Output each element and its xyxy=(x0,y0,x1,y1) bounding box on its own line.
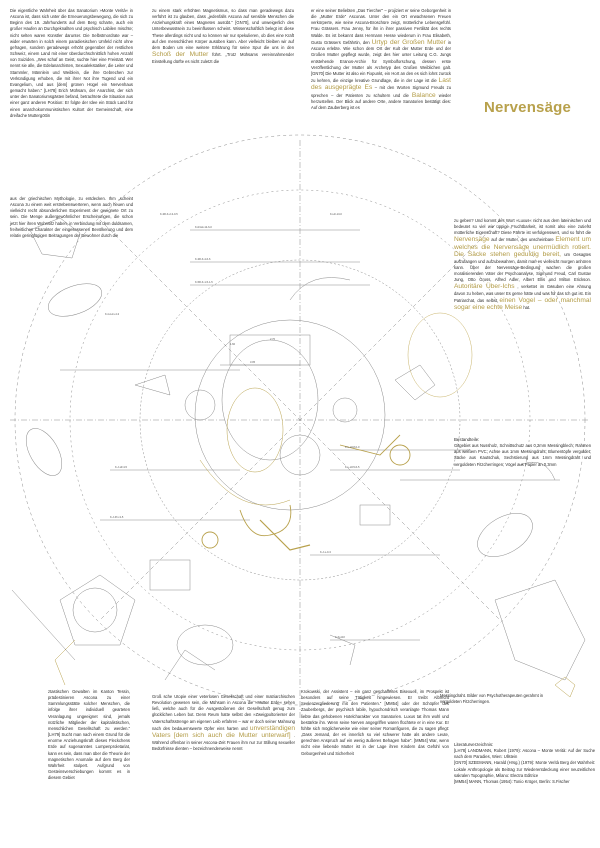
column-3-highlight-3: Balance xyxy=(411,91,436,99)
column-3-highlight: Urtyp der Großen Mutter xyxy=(371,38,446,46)
column-4-highlight: Nervensäge xyxy=(454,236,490,244)
dim-label-10: K-J-Hf-4-5 xyxy=(115,466,127,469)
dim-label-2: K-3R-K-4-6-6 xyxy=(195,258,211,261)
dim-label-6: K-L-Hf-8-0-0 xyxy=(345,446,360,449)
dim-label-1: K-R-Hk-12-6-0 xyxy=(195,226,212,229)
column-3b-text: in Ascona erlebte. Wie schon dem Ort der Kult der Mutter Erde und der Großen Mutter gepflegt wurde, zeigt des hier unter Leitung C.G. Jungs entstehende Eranos-Archiv für Symbolforschung, dessen erste Veröffentlichung der Mutter als Archetyp des Großen Weiblichen galt. [GN70] Die Mutter ist also ein Fixpunkt, ein Hort an den es sich lohnt zurück zu kehren, die einzige kreative Grundlage, die in der Lage ist die xyxy=(311,39,452,83)
dim-label-9: K-J-Pm-3-5 xyxy=(110,516,124,519)
text-column-7 xyxy=(152,694,295,752)
materials-section xyxy=(454,437,591,468)
bibliography-text: [LH78] LANDMANN, Robert (1979): Ascona – Monte Verità: Auf der Suche nach dem Paradies, Wien: Ullstein [GN70] SZEEMANN, Harald (Hrsg.) (1979): Monte Verità Berg der Wahrheit: Lokale Anthropologie als Beitrag zur Wiederentdeckung einer neuzeitlichen sakralen Topographie, Milano: Electra Editrice [MM54] MANN, Thomas (1954): Tonio Kröger, Berlin: S.Fischer xyxy=(454,748,595,784)
materials-text: Gitgebiet aus Nussholz, Schnittschutz aus 0,2mm Messingblech; Rahmen aus weißem PVC; Achse aus 1mm Messingdraht; Blumentöpfe vergoldet; Säcke aus Kautschuk, Sechstierung aus 1mm Messingdraht und vergoldeten Fitzcherringen; Vögel aus Papier an 0,3mm xyxy=(454,443,591,467)
column-4-highlight-2: Element um welches die Nervensäge unermüdlich rotiert. xyxy=(454,236,591,251)
column-7-highlight: unverständigen Vaters xyxy=(152,724,295,740)
text-column-8 xyxy=(301,689,449,757)
column-2-highlight: Schoß der Mutter xyxy=(152,51,209,59)
caption-text xyxy=(440,693,546,705)
column-3-text: er eine seiner Beliebten „Das Tiercher“ – projiziert er seine Geborgenheit in die „Mutter Erde“ Asconas. Unter den ein Ort erwachsenen Freuen verkörperte, wie seine Ascona-Broschüre zeigt, mütterliche Lebensgefühl. Frau Grässers. Frau Jenny, für ihn in ihrer passiven Fertilität des rechts Walde. Es ist bekannt dass Hermann Hesse wiederum in Frau Elisabeth, Gusto Grässers Gefährtin, den xyxy=(311,8,451,45)
column-2-text: zu einem stark erhöhten Magnetismus, so dass man geradewegs dazu verführt ist zu glauben, dass „jedenfalls Ascona auf sensible Menschen die Anziehungskraft eines Magnetes ausübt.“ [GN70], und unweigerlich des Unterbewusstsein zu beeinflussen scheint. Wissenschaftlich belegt ist diese These allerdings nicht und so können wir nur spekulieren, ob dies eine Kraft auf den menschlichen Körper ausüben kann. Aber vielleicht bleiben wir auf dem Boden um eine weitere Erklärung für seine Spur die uns in den xyxy=(152,8,294,50)
column-4-text: zu geben? Und kommt des Wort »Luxus« nicht aus dem lateinischen und bedeutet so viel wie üppige Fruchtbarkeit, ist somit also eine zutiefst mütterliche Eigenschaft? Diese Fährte ist verfolgenswert, und so führt die xyxy=(454,218,591,236)
column-7-text: Groß sche Utopie einer veterlosen Gesellschaft und einer matriarchischen Revolution gewesen sein, die Mühsam in Ascona die »Mutter Erde« sehen ließ, welche auch für die Ausgestoßenen der Gesellschaft genug zum glücklichen Leben bot. Denn Reum hatte selbst den »Zweigpoltorienter der Vaterschaftsstrenge am eigenen Leib erfahren – war er doch seiner Mahnung nach des bedauernswerte Opfer eins harten und xyxy=(152,694,295,731)
column-3c-text: – mit den Worten Sigmund Freuds zu sprechen – der Patienten zu schultern und die xyxy=(311,85,451,98)
column-4b-text: auf der Mutter, des unscheinbare xyxy=(491,237,554,243)
column-3d-text: wieder herzustellen. Der Blick auf andere Orte, andere Sanatorien bestätigt dies: Auf dem Zauberberg ist es xyxy=(311,92,451,111)
dim-label-7: K-L-Hf-5-6-5 xyxy=(345,466,360,469)
caption-paragraph: Messingdraht. Bilder von Psychotherapeuten gerahmt in vergoldeten Fitzcherringen. xyxy=(440,693,544,705)
column-1-text: Die eigentliche Wahrheit über das Sanatorium »Monte Verità« in Ascona ist, dass sich unter die Erneuerungsbewegung, die sich zu Beginn des 19. Jahrhunderts auf dem Berg scharte, auch ein großer Haufen an Durchgeknallten und psychisch Labilen mischte; nicht selten waren Künstler darunter. Die Selbstmordrate war – wider erwarten in solch einem paradiesischen Umfeld nicht ohne gefragen, sondern geradewegs erhöht gegenüber der restlichen Schweiz, einem Land mit einer überdurchschnittlich hohen Anzahl von Suiziden. „Wes schaf an Geist, suchte hier eine Freistatt. Wer nennt sie alle, die Edelanarchisten, Sexualekstatiker, die Leiter und Stammler, Männlein und Weiblein, die ihre Gebrechen zur Verkündigung erhoben, die mit ihrer Not ihre Tugend und ein Evangelium, und aus [dem] grünen Hügel ein Nervenhaus gemacht haben.“ [LH78] Erich Mühsam, der Anarchist, der sich unter den Sanatoriumsgästen befand, betrachtete die Situation aus einer ganz anderen Position: Er folgte der Idee ein Stück Land für einen anarchokommunistischen Kultort der Gemeinschaft, eine dreifache Muttergöttin xyxy=(10,8,133,118)
column-7b-text: . Während offenbar in seiner Ascona-Zeit Frauen ihm nur zur Stillung sexueller Bedürfnisse dienten – bezeichnenderweise nennt xyxy=(152,733,295,751)
column-6-text: ztastischen Gewalten im Kanton Tessin, prädestinieren Ascona zu einer Sammlungsstätte solcher Menschen, die infolge ihrer individuell gearteten Veranlagung ungeeignet sind, jemals nützliche Mitglieder der kapitalistischen, menschlichen Gesellschaft zu werden.“ [LH79] Sucht man nach einem Grund für die enorme Anziehungskraft dieses Fleckchens Erde auf sogenanntes Lumpenproletariat, kann es sein, dass man über die Theorie der magnetischen Anomalie auf dem Berg der Wahrheit stolpert. Aufgrund von Gesteinsverschiebungen kommt es in diesem Gebiet xyxy=(48,689,130,781)
text-column-6 xyxy=(48,689,130,781)
dim-label-12: K-Sy-R2 xyxy=(335,636,345,639)
dim-label-5: K-G-Hm-4-3 xyxy=(105,313,120,316)
text-column-3 xyxy=(311,8,451,112)
dim-label-4: K-3R-K-2-3-0-5 xyxy=(160,213,178,216)
bibliography-section xyxy=(454,742,595,785)
bibliography-heading: Literaturverzeichnis: xyxy=(454,742,494,747)
column-4-highlight-4: Autoritäre Über-Ichs xyxy=(454,283,515,291)
text-column-2 xyxy=(152,8,294,65)
dim-number-3: 1.60 xyxy=(230,343,236,346)
column-8-text: Krokowski, der Assistent – ein ganz geschaffeites Bisexuell, im Prospekt ist besonders auf seine Tätigkeit hingewiesen. Er treibt Albrecht Seelenzergliederung mit den Patienten.“ [MM54] oder der Schöpfer des Zauberbergs, der psychisch labile, hypochondrisch veranlagte Thomas Mann liebte das gehobenen Hotelcharakter von Sanatorien. Luxus tat ihm wohl und bestärkte ihn. Wenn seine Nerven angegriffen waren flüchtete er in eine Kur. Er fühlte sich möglicherweise wie einer seiner Romanfiguren, die zu sagen pflegt: „Dass Jemand, der es innerlich so viel schwerer hatte als andere Leute, gerechten Anspruch auf ein wenig äußeres Behagen habe“. [MM54] War, wenn nicht eine liebende Mutter ist in der Lage ihren Kindern das Gefühl von Geborgenheit und Sicherheit xyxy=(301,689,449,756)
text-column-1b xyxy=(10,196,133,239)
dim-label-11: K-Hz-13-0 xyxy=(330,213,342,216)
text-column-4 xyxy=(454,218,591,312)
dim-label-8: K-J-L-0-3 xyxy=(320,551,331,554)
column-4c-text: um Gesagtes aufzufangen und aufzubewahren, damit man es vielleicht morgen anhören kann. Über der Nervensäge-Bedingung wachen die großen moralisierenden Väter der Psychoanalyse, Sigmund Freud, Carl Gustav Jung, Otto Gross, Alfred Adler, Albert Ellis und Milton Erickson. xyxy=(454,252,591,283)
column-4-highlight-3: Die Säcke stehen geduldig bereit, xyxy=(454,251,561,259)
column-1b-text: aus der griechischen Mythologie, zu entdecken. Ihm „scheint Ascona zu einem weit erstrebenswerteren, wenn auch heuen und vielleicht recht absonderlichen Experiment der geeignete Ort zu sein. Die Menge außergewöhnlicher Erscheinungen, die schon jetzt hier ihren Wohnsitz haben, in Verbindung mit dem duldsamen, freiheitlichen Charakter der eingesessenen Bevölkerung und dem relativ geringfügigen Beitragungen der Bewohner durch die xyxy=(10,196,133,238)
column-4-highlight-5: einen Vogel – oder manchmal sogar eine echte Meise xyxy=(454,296,592,312)
dim-number-1: 3.05 xyxy=(250,361,256,364)
column-3-highlight-2: Last des ausgeprägte Es xyxy=(311,76,451,92)
column-2b-text: führt. „Trotz Mühsams vereinnahmender Einstellung dürfte es nicht zuletzt die xyxy=(152,52,295,64)
text-column-1 xyxy=(10,8,133,119)
materials-heading: Bestandteile: xyxy=(454,437,480,442)
dim-number-2: 2.70 xyxy=(270,338,276,341)
column-7-highlight-2: [dem sich auch die Mutter unterwarf] xyxy=(173,732,291,740)
poster-title: Nervensäge xyxy=(484,99,572,116)
dim-label-3: K-5R-K-1-5-1-5 xyxy=(195,281,213,284)
column-4d-text: , verkettet im Gesuben eine Ahnung davon zu heben, was unser Es gerne hätte und was für das Ich gut ist. Ein Patriarchat, das selbst xyxy=(454,284,592,303)
column-4e-text: hat. xyxy=(523,305,531,311)
